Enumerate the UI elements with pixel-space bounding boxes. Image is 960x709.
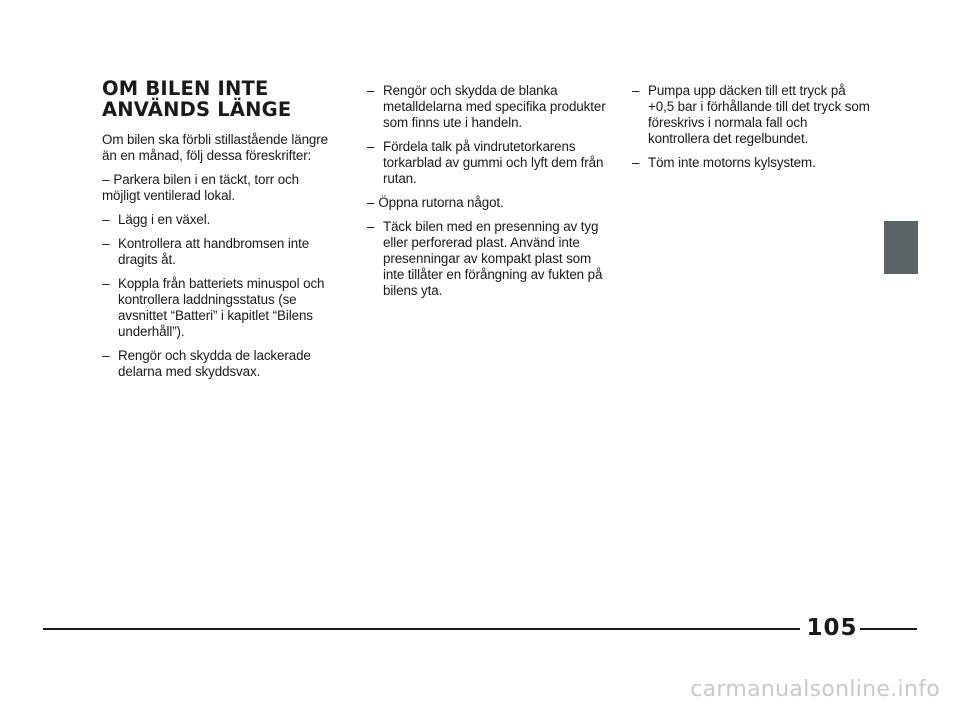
list-item — [632, 83, 872, 147]
list-item — [367, 219, 607, 299]
dash-bullet: – — [102, 212, 110, 227]
list-item-text: Fördela talk på vindrutetorkarens torkarblad av gummi och lyft dem från rutan. — [383, 139, 604, 186]
list-item-text: Täck bilen med en presenning av tyg eller perforerad plast. Använd inte presenningar av kompakt plast som inte tillåter en förångning av fukten på bilens yta. — [383, 219, 603, 298]
list-item-text: Rengör och skydda de lackerade delarna med skyddsvax. — [118, 348, 311, 379]
heading-line-2: ANVÄNDS LÄNGE — [102, 98, 292, 121]
dash-bullet: – — [367, 139, 375, 154]
dash-bullet: – — [102, 276, 110, 291]
column-3 — [632, 83, 872, 179]
list-item-text: Töm inte motorns kylsystem. — [648, 155, 816, 170]
dash-bullet: – — [632, 83, 640, 98]
list-item — [102, 172, 337, 204]
list-item-text: Lägg i en växel. — [118, 212, 211, 227]
column-2 — [367, 83, 607, 307]
list-item-text: Parkera bilen i en täckt, torr och möjligt ventilerad lokal. — [102, 172, 300, 203]
list-item — [367, 139, 607, 187]
list-item-text: Kontrollera att handbromsen inte dragits åt. — [118, 236, 310, 267]
page-number: 105 — [806, 615, 858, 641]
dash-bullet: – — [367, 83, 375, 98]
list-item — [632, 155, 872, 171]
footer-rule-right — [860, 628, 917, 630]
list-item — [367, 195, 607, 211]
list-item — [367, 83, 607, 131]
heading-line-1: OM BILEN INTE — [102, 77, 269, 100]
list-item — [102, 348, 337, 380]
dash-bullet: – — [632, 155, 640, 170]
list-item-text: Öppna rutorna något. — [378, 195, 504, 210]
chapter-tab-marker — [884, 221, 918, 274]
watermark-text: carmanualsonline.info — [690, 677, 940, 702]
dash-bullet: – — [367, 219, 375, 234]
dash-bullet: – — [102, 236, 110, 251]
list-item — [102, 236, 337, 268]
dash-bullet: – — [102, 172, 110, 187]
section-heading — [102, 78, 337, 120]
footer-rule-left — [43, 628, 800, 630]
list-item-text: Rengör och skydda de blanka metalldelarna med specifika produkter som finns ute i handeln. — [383, 83, 606, 130]
dash-bullet: – — [102, 348, 110, 363]
intro-paragraph: Om bilen ska förbli stillastående längre än en månad, följ dessa föreskrifter: — [102, 132, 328, 163]
dash-bullet: – — [367, 195, 375, 210]
column-1 — [102, 78, 337, 388]
list-item-text: Koppla från batteriets minuspol och kontrollera laddningsstatus (se avsnittet “Batteri” i kapitlet “Bilens underhåll”). — [118, 276, 325, 339]
list-item — [102, 276, 337, 340]
list-item-text: Pumpa upp däcken till ett tryck på +0,5 bar i förhållande till det tryck som föreskrivs i normala fall och kontrollera det regelbundet. — [648, 83, 870, 146]
list-item — [102, 212, 337, 228]
